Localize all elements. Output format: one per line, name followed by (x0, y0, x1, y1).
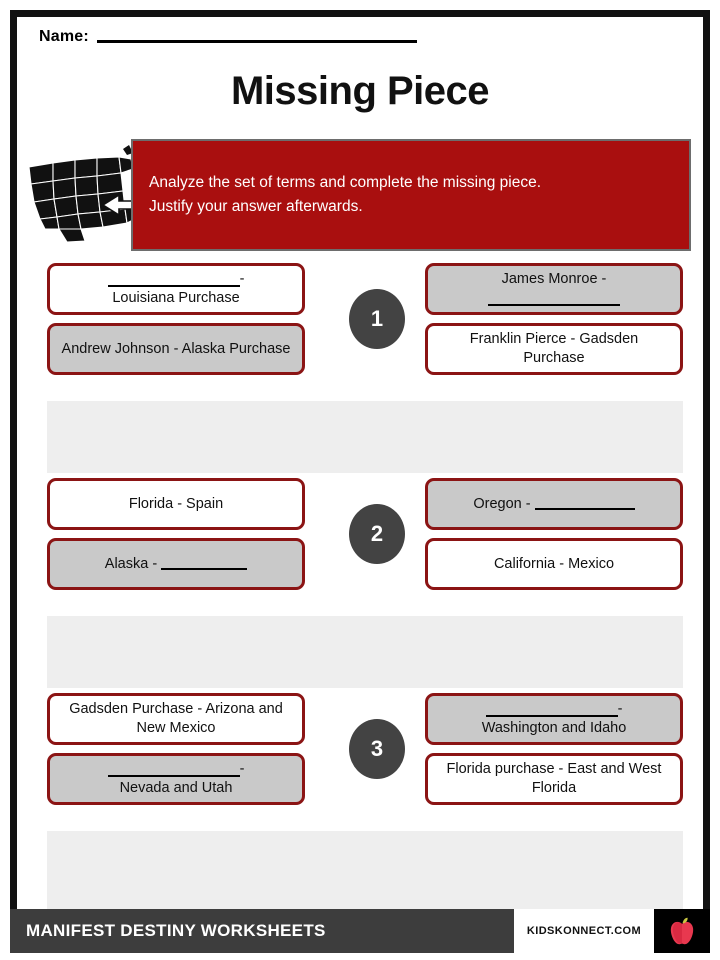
name-label: Name: (39, 28, 89, 45)
term-prefix: James Monroe - (501, 271, 607, 288)
instruction-band (17, 129, 703, 257)
term-text (473, 495, 634, 514)
term-text: Florida - Spain (128, 495, 224, 512)
term-box[interactable] (425, 478, 683, 530)
term-text: Franklin Pierce - Gadsden Purchase (469, 331, 639, 366)
instruction-text (133, 171, 689, 219)
term-text (105, 555, 247, 574)
term-group-2-right-column (425, 478, 683, 590)
answer-blank[interactable] (486, 702, 618, 717)
term-box[interactable] (47, 263, 305, 315)
justification-area-1[interactable] (47, 401, 683, 473)
term-suffix: - (239, 761, 245, 778)
term-text (108, 270, 245, 308)
answer-blank[interactable] (108, 762, 240, 777)
term-group-2 (17, 478, 703, 595)
term-text: Andrew Johnson - Alaska Purchase (61, 340, 291, 357)
term-group-1 (17, 263, 703, 380)
term-suffix: - (239, 271, 245, 288)
term-text (482, 700, 627, 738)
worksheet-page (10, 10, 710, 950)
answer-blank[interactable] (488, 291, 620, 306)
name-row (39, 29, 417, 45)
term-text: Gadsden Purchase - Arizona and New Mexico (69, 701, 283, 736)
term-box[interactable] (425, 263, 683, 315)
instruction-line-2: Justify your answer afterwards. (149, 198, 363, 215)
term-group-1-left-column (47, 263, 305, 375)
term-second-line: Louisiana Purchase (112, 290, 240, 306)
term-suffix: - (617, 701, 623, 718)
answer-blank[interactable] (108, 272, 240, 287)
term-prefix: Alaska - (104, 555, 158, 572)
term-box[interactable] (47, 478, 305, 530)
term-group-2-left-column (47, 478, 305, 590)
group-number-badge: 3 (349, 719, 405, 779)
footer-title: MANIFEST DESTINY WORKSHEETS (10, 909, 514, 953)
term-group-3 (17, 693, 703, 810)
term-group-3-right-column (425, 693, 683, 805)
term-box[interactable] (47, 753, 305, 805)
term-text: Florida purchase - East and West Florida (446, 761, 662, 796)
term-second-line: Washington and Idaho (481, 720, 627, 736)
us-map-arrow-icon (23, 143, 141, 245)
term-text (108, 760, 245, 798)
answer-blank[interactable] (161, 557, 247, 570)
term-group-3-left-column (47, 693, 305, 805)
apple-logo-icon (654, 909, 710, 953)
term-prefix: Oregon - (473, 495, 531, 512)
instruction-line-1: Analyze the set of terms and complete the missing piece. (149, 173, 542, 191)
term-box[interactable] (425, 538, 683, 590)
footer-bar (10, 909, 710, 953)
worksheet-sheet (17, 17, 703, 943)
page-title: Missing Piece (230, 69, 490, 113)
footer-url[interactable]: KIDSKONNECT.COM (514, 909, 654, 953)
answer-blank[interactable] (535, 497, 635, 510)
term-box[interactable] (47, 693, 305, 745)
term-box[interactable] (425, 753, 683, 805)
term-text: California - Mexico (493, 555, 615, 572)
term-second-line: Nevada and Utah (119, 780, 233, 796)
justification-area-2[interactable] (47, 616, 683, 688)
term-group-1-right-column (425, 263, 683, 375)
instruction-box (131, 139, 691, 251)
term-box[interactable] (425, 323, 683, 375)
group-number-badge: 1 (349, 289, 405, 349)
group-number-badge: 2 (349, 504, 405, 564)
term-box[interactable] (47, 538, 305, 590)
term-box[interactable] (47, 323, 305, 375)
name-input-blank[interactable] (97, 40, 417, 43)
term-box[interactable] (425, 693, 683, 745)
term-text (488, 270, 620, 308)
justification-area-3[interactable] (47, 831, 683, 913)
